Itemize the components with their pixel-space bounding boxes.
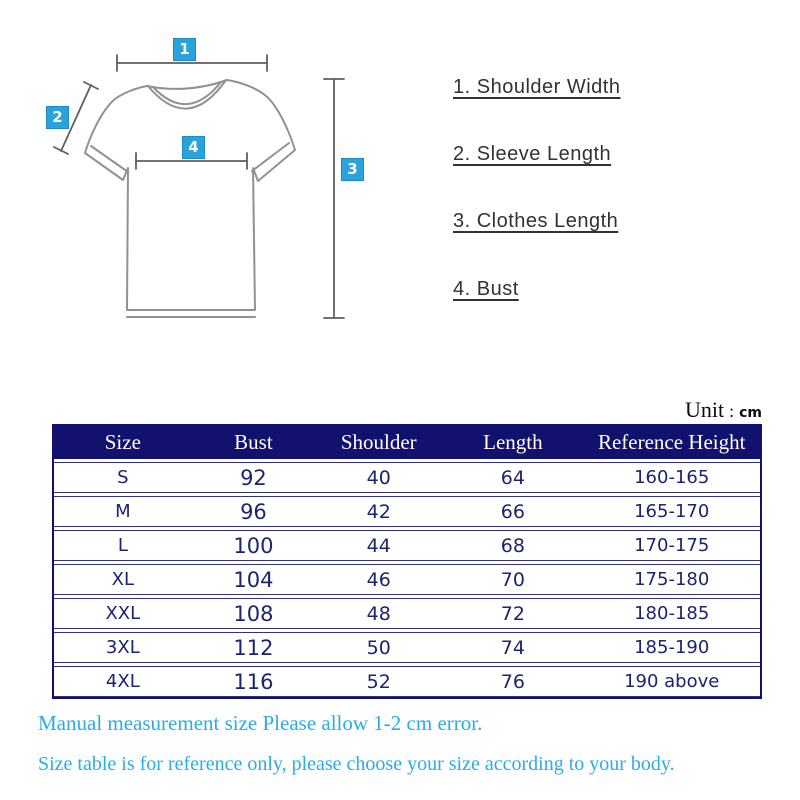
legend-item-sleeve-length: 2. Sleeve Length [453,143,612,165]
cell-bust: 96 [240,499,267,524]
cell-bust: 104 [233,567,274,592]
cell-size: L [117,535,128,556]
unit-separator: : [729,401,735,421]
cell-length: 64 [500,466,525,489]
right-cuff-line [252,143,289,171]
table-row-l [54,530,760,561]
cell-reference-height: 160-165 [634,467,710,488]
cell-reference-height: 180-185 [634,603,710,624]
marker-badge-sleeve: 2 [46,106,69,129]
tshirt-measurement-diagram [0,0,800,390]
header-bust: Bust [234,430,273,454]
marker-badge-length: 3 [341,158,364,181]
table-row-xl [54,564,760,595]
cell-shoulder: 52 [366,670,391,693]
unit-value: cm [739,405,762,421]
cell-length: 76 [500,670,525,693]
unit-word: Unit [684,397,725,422]
measure-line-length [324,79,344,318]
cell-reference-height: 170-175 [634,535,710,556]
cell-shoulder: 50 [366,636,391,659]
table-row-m [54,496,760,527]
cell-bust: 92 [240,465,267,490]
header-shoulder: Shoulder [340,430,417,454]
size-table-header-row [54,426,760,459]
cell-reference-height: 165-170 [634,501,710,522]
unit-label [685,397,762,423]
cell-shoulder: 48 [366,602,391,625]
cell-length: 74 [500,636,525,659]
marker-badge-bust: 4 [182,136,205,159]
cell-reference-height: 190 above [624,671,720,692]
legend-item-clothes-length: 3. Clothes Length [453,210,619,232]
size-table [52,424,762,699]
table-row-3xl [54,632,760,663]
cell-length: 70 [500,568,525,591]
cell-shoulder: 42 [366,500,391,523]
legend-item-shoulder-width: 1. Shoulder Width [453,76,621,98]
legend-item-bust: 4. Bust [453,278,519,300]
cell-size: 3XL [105,637,140,658]
header-size: Size [104,430,141,454]
tshirt-outline [85,80,295,310]
cell-shoulder: 46 [366,568,391,591]
cell-size: S [117,467,129,488]
cell-reference-height: 185-190 [634,637,710,658]
cell-length: 68 [500,534,525,557]
cell-shoulder: 44 [366,534,391,557]
left-cuff-line [91,146,128,172]
header-reference-height: Reference Height [597,430,746,454]
cell-length: 72 [500,602,525,625]
cell-length: 66 [500,500,525,523]
table-row-4xl [54,666,760,697]
table-row-s [54,462,760,493]
cell-size: XL [111,569,134,590]
cell-size: 4XL [105,671,140,692]
cell-reference-height: 175-180 [634,569,710,590]
cell-bust: 100 [233,533,274,558]
cell-bust: 112 [233,635,274,660]
cell-bust: 116 [233,669,274,694]
header-length: Length [483,430,543,454]
cell-shoulder: 40 [366,466,391,489]
note-measurement-error: Manual measurement size Please allow 1-2 cm error. [38,711,483,735]
cell-bust: 108 [233,601,274,626]
note-reference-only: Size table is for reference only, please choose your size according to your body. [38,753,675,775]
table-row-xxl [54,598,760,629]
marker-badge-shoulder: 1 [173,38,196,61]
cell-size: M [115,501,131,522]
cell-size: XXL [105,603,141,624]
